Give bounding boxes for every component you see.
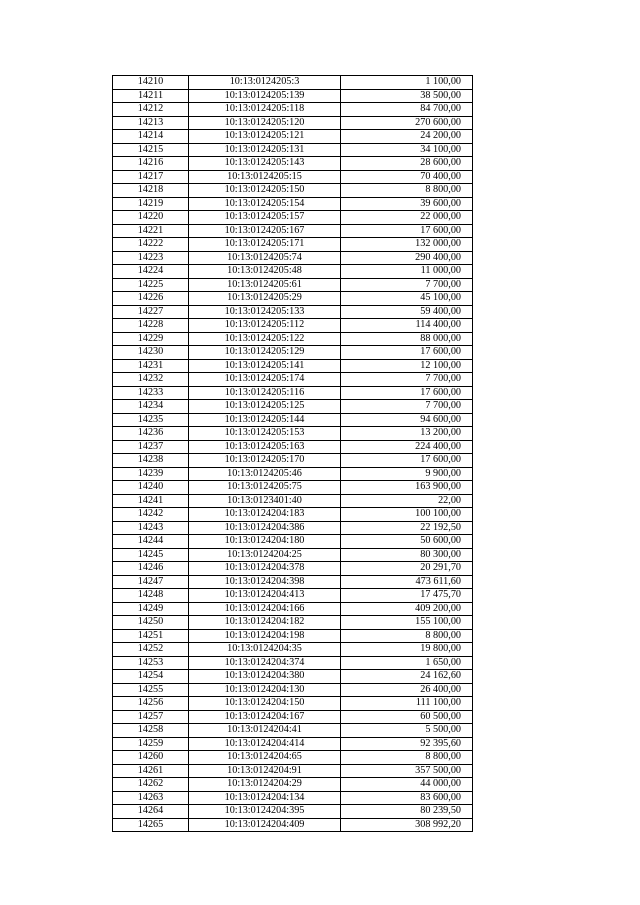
value-cell: 1 650,00 bbox=[341, 656, 473, 670]
value-cell: 45 100,00 bbox=[341, 292, 473, 306]
row-number-cell: 14224 bbox=[113, 265, 189, 279]
row-number-cell: 14238 bbox=[113, 454, 189, 468]
value-cell: 224 400,00 bbox=[341, 440, 473, 454]
row-number-cell: 14221 bbox=[113, 224, 189, 238]
value-cell: 290 400,00 bbox=[341, 251, 473, 265]
value-cell: 59 400,00 bbox=[341, 305, 473, 319]
table-row bbox=[113, 737, 473, 751]
cadastral-number-cell: 10:13:0124205:74 bbox=[189, 251, 341, 265]
table-row bbox=[113, 508, 473, 522]
value-cell: 13 200,00 bbox=[341, 427, 473, 441]
cadastral-number-cell: 10:13:0124204:41 bbox=[189, 724, 341, 738]
value-cell: 8 800,00 bbox=[341, 184, 473, 198]
table-row bbox=[113, 211, 473, 225]
cadastral-number-cell: 10:13:0124205:174 bbox=[189, 373, 341, 387]
cadastral-number-cell: 10:13:0124205:139 bbox=[189, 89, 341, 103]
value-cell: 163 900,00 bbox=[341, 481, 473, 495]
table-row bbox=[113, 602, 473, 616]
value-cell: 88 000,00 bbox=[341, 332, 473, 346]
row-number-cell: 14247 bbox=[113, 575, 189, 589]
row-number-cell: 14252 bbox=[113, 643, 189, 657]
cadastral-number-cell: 10:13:0124204:380 bbox=[189, 670, 341, 684]
table-row bbox=[113, 346, 473, 360]
row-number-cell: 14255 bbox=[113, 683, 189, 697]
cadastral-number-cell: 10:13:0124205:29 bbox=[189, 292, 341, 306]
row-number-cell: 14214 bbox=[113, 130, 189, 144]
value-cell: 111 100,00 bbox=[341, 697, 473, 711]
table-row bbox=[113, 467, 473, 481]
cadastral-number-cell: 10:13:0124205:61 bbox=[189, 278, 341, 292]
cadastral-number-cell: 10:13:0124205:153 bbox=[189, 427, 341, 441]
row-number-cell: 14237 bbox=[113, 440, 189, 454]
value-cell: 12 100,00 bbox=[341, 359, 473, 373]
cadastral-number-cell: 10:13:0124204:409 bbox=[189, 818, 341, 832]
cadastral-number-cell: 10:13:0124204:167 bbox=[189, 710, 341, 724]
row-number-cell: 14261 bbox=[113, 764, 189, 778]
row-number-cell: 14250 bbox=[113, 616, 189, 630]
table-row bbox=[113, 710, 473, 724]
row-number-cell: 14222 bbox=[113, 238, 189, 252]
cadastral-number-cell: 10:13:0124205:171 bbox=[189, 238, 341, 252]
value-cell: 473 611,60 bbox=[341, 575, 473, 589]
value-cell: 50 600,00 bbox=[341, 535, 473, 549]
value-cell: 7 700,00 bbox=[341, 400, 473, 414]
table-row bbox=[113, 778, 473, 792]
row-number-cell: 14260 bbox=[113, 751, 189, 765]
row-number-cell: 14264 bbox=[113, 805, 189, 819]
cadastral-number-cell: 10:13:0124204:150 bbox=[189, 697, 341, 711]
cadastral-number-cell: 10:13:0124205:163 bbox=[189, 440, 341, 454]
value-cell: 17 600,00 bbox=[341, 454, 473, 468]
cadastral-number-cell: 10:13:0124204:134 bbox=[189, 791, 341, 805]
row-number-cell: 14242 bbox=[113, 508, 189, 522]
row-number-cell: 14263 bbox=[113, 791, 189, 805]
cadastral-number-cell: 10:13:0124204:414 bbox=[189, 737, 341, 751]
table-row bbox=[113, 589, 473, 603]
table-row bbox=[113, 521, 473, 535]
row-number-cell: 14245 bbox=[113, 548, 189, 562]
value-cell: 84 700,00 bbox=[341, 103, 473, 117]
cadastral-number-cell: 10:13:0124205:125 bbox=[189, 400, 341, 414]
cadastral-number-cell: 10:13:0124205:129 bbox=[189, 346, 341, 360]
table-row bbox=[113, 89, 473, 103]
row-number-cell: 14243 bbox=[113, 521, 189, 535]
cadastral-number-cell: 10:13:0124204:35 bbox=[189, 643, 341, 657]
row-number-cell: 14218 bbox=[113, 184, 189, 198]
table-row bbox=[113, 481, 473, 495]
row-number-cell: 14265 bbox=[113, 818, 189, 832]
value-cell: 132 000,00 bbox=[341, 238, 473, 252]
value-cell: 308 992,20 bbox=[341, 818, 473, 832]
cadastral-number-cell: 10:13:0124204:198 bbox=[189, 629, 341, 643]
cadastral-number-cell: 10:13:0124204:378 bbox=[189, 562, 341, 576]
cadastral-number-cell: 10:13:0124205:121 bbox=[189, 130, 341, 144]
table-row bbox=[113, 413, 473, 427]
table-row bbox=[113, 116, 473, 130]
row-number-cell: 14244 bbox=[113, 535, 189, 549]
value-cell: 100 100,00 bbox=[341, 508, 473, 522]
value-cell: 19 800,00 bbox=[341, 643, 473, 657]
table-row bbox=[113, 359, 473, 373]
row-number-cell: 14216 bbox=[113, 157, 189, 171]
value-cell: 38 500,00 bbox=[341, 89, 473, 103]
table-row bbox=[113, 103, 473, 117]
row-number-cell: 14211 bbox=[113, 89, 189, 103]
row-number-cell: 14253 bbox=[113, 656, 189, 670]
cadastral-number-cell: 10:13:0124205:143 bbox=[189, 157, 341, 171]
value-cell: 17 600,00 bbox=[341, 346, 473, 360]
row-number-cell: 14239 bbox=[113, 467, 189, 481]
value-cell: 17 600,00 bbox=[341, 224, 473, 238]
value-cell: 8 800,00 bbox=[341, 629, 473, 643]
table-row bbox=[113, 724, 473, 738]
cadastral-number-cell: 10:13:0124205:170 bbox=[189, 454, 341, 468]
value-cell: 24 200,00 bbox=[341, 130, 473, 144]
row-number-cell: 14212 bbox=[113, 103, 189, 117]
row-number-cell: 14259 bbox=[113, 737, 189, 751]
value-cell: 83 600,00 bbox=[341, 791, 473, 805]
table-body bbox=[113, 76, 473, 832]
cadastral-number-cell: 10:13:0124205:120 bbox=[189, 116, 341, 130]
table-row bbox=[113, 616, 473, 630]
table-row bbox=[113, 130, 473, 144]
table-row bbox=[113, 683, 473, 697]
row-number-cell: 14230 bbox=[113, 346, 189, 360]
row-number-cell: 14231 bbox=[113, 359, 189, 373]
cadastral-number-cell: 10:13:0124205:154 bbox=[189, 197, 341, 211]
value-cell: 92 395,60 bbox=[341, 737, 473, 751]
cadastral-number-cell: 10:13:0124204:398 bbox=[189, 575, 341, 589]
row-number-cell: 14227 bbox=[113, 305, 189, 319]
value-cell: 17 600,00 bbox=[341, 386, 473, 400]
row-number-cell: 14210 bbox=[113, 76, 189, 90]
cadastral-number-cell: 10:13:0124204:395 bbox=[189, 805, 341, 819]
cadastral-number-cell: 10:13:0124205:157 bbox=[189, 211, 341, 225]
table-row bbox=[113, 454, 473, 468]
cadastral-number-cell: 10:13:0124205:46 bbox=[189, 467, 341, 481]
cadastral-number-cell: 10:13:0124204:180 bbox=[189, 535, 341, 549]
value-cell: 155 100,00 bbox=[341, 616, 473, 630]
table-row bbox=[113, 265, 473, 279]
table-row bbox=[113, 386, 473, 400]
table-row bbox=[113, 238, 473, 252]
table-row bbox=[113, 170, 473, 184]
table-row bbox=[113, 575, 473, 589]
value-cell: 9 900,00 bbox=[341, 467, 473, 481]
value-cell: 26 400,00 bbox=[341, 683, 473, 697]
table-row bbox=[113, 400, 473, 414]
table-row bbox=[113, 427, 473, 441]
table-row bbox=[113, 278, 473, 292]
row-number-cell: 14234 bbox=[113, 400, 189, 414]
cadastral-number-cell: 10:13:0124205:48 bbox=[189, 265, 341, 279]
table-row bbox=[113, 305, 473, 319]
cadastral-number-cell: 10:13:0123401:40 bbox=[189, 494, 341, 508]
cadastral-number-cell: 10:13:0124204:130 bbox=[189, 683, 341, 697]
cadastral-number-cell: 10:13:0124205:116 bbox=[189, 386, 341, 400]
value-cell: 114 400,00 bbox=[341, 319, 473, 333]
value-cell: 11 000,00 bbox=[341, 265, 473, 279]
row-number-cell: 14246 bbox=[113, 562, 189, 576]
cadastral-number-cell: 10:13:0124204:183 bbox=[189, 508, 341, 522]
table-row bbox=[113, 197, 473, 211]
value-cell: 5 500,00 bbox=[341, 724, 473, 738]
cadastral-number-cell: 10:13:0124205:131 bbox=[189, 143, 341, 157]
row-number-cell: 14213 bbox=[113, 116, 189, 130]
row-number-cell: 14248 bbox=[113, 589, 189, 603]
value-cell: 94 600,00 bbox=[341, 413, 473, 427]
row-number-cell: 14254 bbox=[113, 670, 189, 684]
value-cell: 80 239,50 bbox=[341, 805, 473, 819]
table-row bbox=[113, 697, 473, 711]
cadastral-number-cell: 10:13:0124205:122 bbox=[189, 332, 341, 346]
value-cell: 357 500,00 bbox=[341, 764, 473, 778]
cadastral-number-cell: 10:13:0124205:15 bbox=[189, 170, 341, 184]
row-number-cell: 14220 bbox=[113, 211, 189, 225]
cadastral-number-cell: 10:13:0124205:150 bbox=[189, 184, 341, 198]
value-cell: 80 300,00 bbox=[341, 548, 473, 562]
cadastral-number-cell: 10:13:0124204:374 bbox=[189, 656, 341, 670]
table-row bbox=[113, 224, 473, 238]
row-number-cell: 14251 bbox=[113, 629, 189, 643]
table-row bbox=[113, 143, 473, 157]
value-cell: 7 700,00 bbox=[341, 278, 473, 292]
value-cell: 22 000,00 bbox=[341, 211, 473, 225]
cadastral-number-cell: 10:13:0124205:167 bbox=[189, 224, 341, 238]
row-number-cell: 14228 bbox=[113, 319, 189, 333]
row-number-cell: 14215 bbox=[113, 143, 189, 157]
table-row bbox=[113, 76, 473, 90]
row-number-cell: 14229 bbox=[113, 332, 189, 346]
value-cell: 270 600,00 bbox=[341, 116, 473, 130]
value-cell: 8 800,00 bbox=[341, 751, 473, 765]
cadastral-number-cell: 10:13:0124204:182 bbox=[189, 616, 341, 630]
table-row bbox=[113, 791, 473, 805]
value-cell: 44 000,00 bbox=[341, 778, 473, 792]
row-number-cell: 14249 bbox=[113, 602, 189, 616]
row-number-cell: 14223 bbox=[113, 251, 189, 265]
row-number-cell: 14262 bbox=[113, 778, 189, 792]
table-row bbox=[113, 332, 473, 346]
row-number-cell: 14232 bbox=[113, 373, 189, 387]
row-number-cell: 14225 bbox=[113, 278, 189, 292]
row-number-cell: 14256 bbox=[113, 697, 189, 711]
table-row bbox=[113, 670, 473, 684]
value-cell: 24 162,60 bbox=[341, 670, 473, 684]
table-row bbox=[113, 494, 473, 508]
table-row bbox=[113, 440, 473, 454]
row-number-cell: 14236 bbox=[113, 427, 189, 441]
cadastral-number-cell: 10:13:0124205:3 bbox=[189, 76, 341, 90]
cadastral-number-cell: 10:13:0124204:29 bbox=[189, 778, 341, 792]
row-number-cell: 14219 bbox=[113, 197, 189, 211]
table-row bbox=[113, 292, 473, 306]
cadastral-number-cell: 10:13:0124205:118 bbox=[189, 103, 341, 117]
table-row bbox=[113, 629, 473, 643]
data-table bbox=[112, 75, 473, 832]
cadastral-number-cell: 10:13:0124205:144 bbox=[189, 413, 341, 427]
table-row bbox=[113, 184, 473, 198]
table-row bbox=[113, 643, 473, 657]
row-number-cell: 14217 bbox=[113, 170, 189, 184]
cadastral-number-cell: 10:13:0124204:166 bbox=[189, 602, 341, 616]
cadastral-number-cell: 10:13:0124204:65 bbox=[189, 751, 341, 765]
value-cell: 1 100,00 bbox=[341, 76, 473, 90]
value-cell: 34 100,00 bbox=[341, 143, 473, 157]
value-cell: 60 500,00 bbox=[341, 710, 473, 724]
row-number-cell: 14233 bbox=[113, 386, 189, 400]
table-row bbox=[113, 157, 473, 171]
table-row bbox=[113, 251, 473, 265]
value-cell: 20 291,70 bbox=[341, 562, 473, 576]
table-row bbox=[113, 548, 473, 562]
table-row bbox=[113, 535, 473, 549]
value-cell: 39 600,00 bbox=[341, 197, 473, 211]
row-number-cell: 14226 bbox=[113, 292, 189, 306]
value-cell: 22 192,50 bbox=[341, 521, 473, 535]
table-row bbox=[113, 319, 473, 333]
cadastral-number-cell: 10:13:0124205:75 bbox=[189, 481, 341, 495]
value-cell: 28 600,00 bbox=[341, 157, 473, 171]
cadastral-number-cell: 10:13:0124204:413 bbox=[189, 589, 341, 603]
value-cell: 409 200,00 bbox=[341, 602, 473, 616]
cadastral-number-cell: 10:13:0124205:141 bbox=[189, 359, 341, 373]
data-table-container bbox=[112, 75, 473, 832]
table-row bbox=[113, 656, 473, 670]
table-row bbox=[113, 751, 473, 765]
value-cell: 70 400,00 bbox=[341, 170, 473, 184]
value-cell: 7 700,00 bbox=[341, 373, 473, 387]
table-row bbox=[113, 373, 473, 387]
cadastral-number-cell: 10:13:0124204:25 bbox=[189, 548, 341, 562]
cadastral-number-cell: 10:13:0124205:112 bbox=[189, 319, 341, 333]
table-row bbox=[113, 805, 473, 819]
row-number-cell: 14257 bbox=[113, 710, 189, 724]
row-number-cell: 14258 bbox=[113, 724, 189, 738]
cadastral-number-cell: 10:13:0124204:91 bbox=[189, 764, 341, 778]
cadastral-number-cell: 10:13:0124205:133 bbox=[189, 305, 341, 319]
table-row bbox=[113, 764, 473, 778]
row-number-cell: 14240 bbox=[113, 481, 189, 495]
value-cell: 22,00 bbox=[341, 494, 473, 508]
table-row bbox=[113, 562, 473, 576]
row-number-cell: 14241 bbox=[113, 494, 189, 508]
value-cell: 17 475,70 bbox=[341, 589, 473, 603]
row-number-cell: 14235 bbox=[113, 413, 189, 427]
table-row bbox=[113, 818, 473, 832]
cadastral-number-cell: 10:13:0124204:386 bbox=[189, 521, 341, 535]
